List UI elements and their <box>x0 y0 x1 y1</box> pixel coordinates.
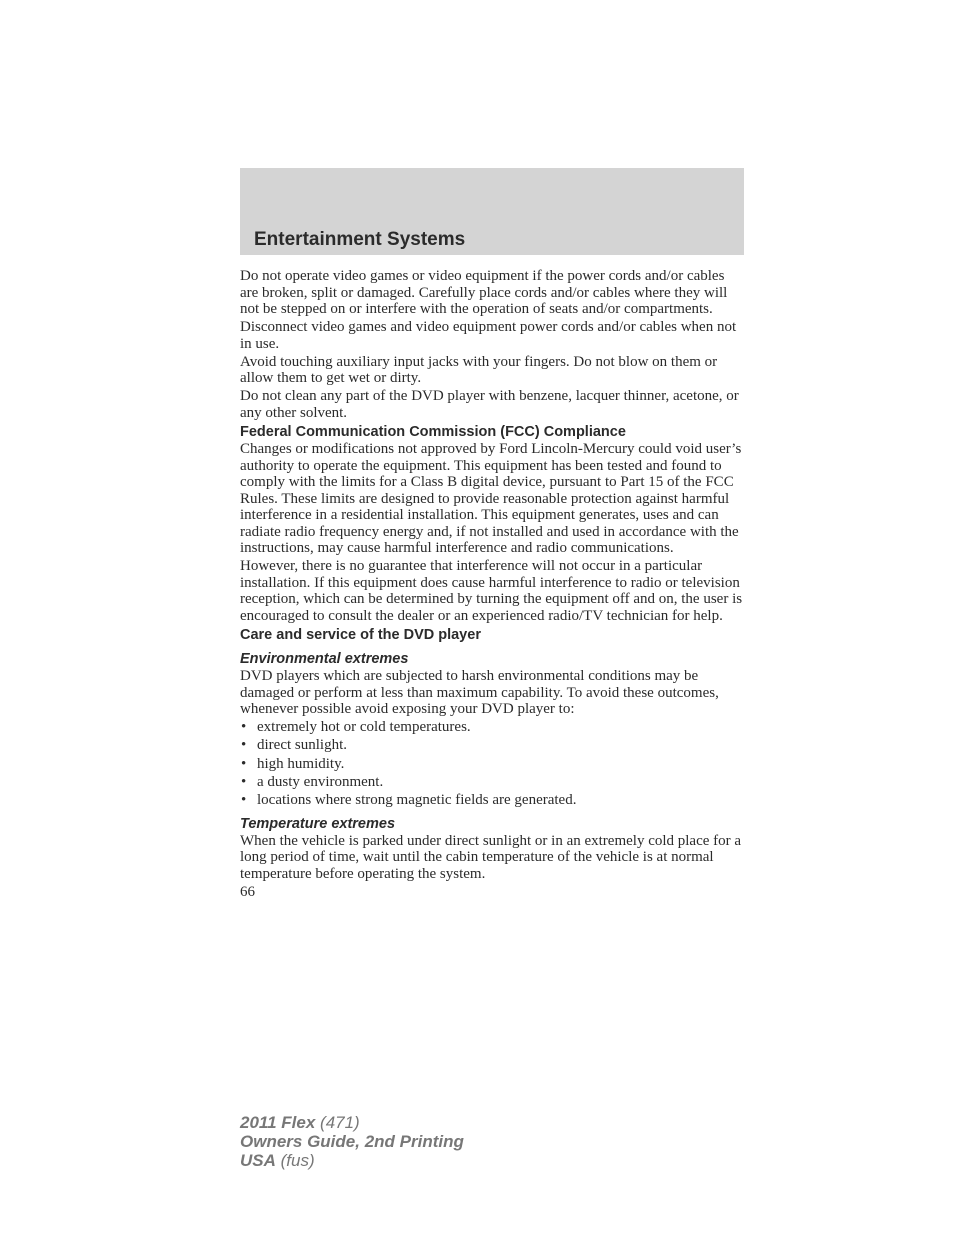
fcc-paragraph: However, there is no guarantee that interference will not occur in a particular installation. If this equipment does cause harmful interference to radio or television reception, which can be determined by turning the equipment off and on, the user is encouraged to consult the dealer or an experienced radio/TV technician for help. <box>240 558 743 624</box>
intro-paragraph: Disconnect video games and video equipment power cords and/or cables when not in use. <box>240 319 737 352</box>
footer-market: USA <box>240 1151 276 1170</box>
list-item <box>240 756 744 773</box>
footer-print-info <box>240 1113 464 1170</box>
footer-line-market <box>240 1151 464 1170</box>
section-title: Entertainment Systems <box>254 229 466 250</box>
list-item <box>240 719 744 736</box>
footer-guide-edition: Owners Guide, 2nd Printing <box>240 1132 464 1151</box>
fcc-heading: Federal Communication Commission (FCC) Compliance <box>240 424 626 440</box>
intro-paragraph: Avoid touching auxiliary input jacks with your fingers. Do not blow on them or allow them to get wet or dirty. <box>240 353 718 386</box>
list-item-text: extremely hot or cold temperatures. <box>257 719 471 735</box>
footer-line-model <box>240 1113 464 1132</box>
care-heading: Care and service of the DVD player <box>240 627 481 643</box>
bullet-icon: • <box>241 737 247 754</box>
fcc-paragraph: Changes or modifications not approved by Ford Lincoln-Mercury could void user’s authority to operate the equipment. This equipment has been tested and found to comply with the limits for a Class B digital device, pursuant to Part 15 of the FCC Rules. These limits are designed to provide reasonable protection against harmful interference in a residential installation. This equipment generates, uses and can radiate radio frequency energy and, if not installed and used in accordance with the instructions, may cause harmful interference and radio communications. <box>240 441 742 556</box>
footer-model: 2011 Flex <box>240 1113 316 1132</box>
environmental-heading: Environmental extremes <box>240 651 409 667</box>
bullet-icon: • <box>241 755 247 772</box>
bullet-icon: • <box>241 792 247 809</box>
footer-market-code: (fus) <box>280 1151 315 1170</box>
list-item-text: locations where strong magnetic fields are generated. <box>257 792 577 809</box>
temperature-paragraph: When the vehicle is parked under direct sunlight or in an extremely cold place for a long period of time, wait until the cabin temperature of the vehicle is at normal temperature before operating the system. <box>240 832 742 882</box>
page-number: 66 <box>240 884 255 901</box>
list-item-text: direct sunlight. <box>257 737 347 754</box>
section-header-bar <box>240 168 744 255</box>
intro-paragraph: Do not operate video games or video equipment if the power cords and/or cables are broken, split or damaged. Carefully place cords and/or cables where they will not be stepped on or interfere with the operation of seats and/or compartments. <box>240 268 728 317</box>
list-item <box>240 774 744 791</box>
footer-line-guide <box>240 1132 464 1151</box>
temperature-heading: Temperature extremes <box>240 815 396 832</box>
bullet-icon: • <box>241 719 247 735</box>
environmental-paragraph: DVD players which are subjected to harsh environmental conditions may be damaged or perform at less than maximum capability. To avoid these outcomes, whenever possible avoid exposing your DVD player to: <box>240 668 719 717</box>
page-content <box>240 268 744 901</box>
list-item-text: high humidity. <box>257 755 345 772</box>
environmental-list <box>240 719 744 809</box>
footer-model-code: (471) <box>320 1113 360 1132</box>
list-item <box>240 792 744 809</box>
list-item-text: a dusty environment. <box>257 773 384 790</box>
bullet-icon: • <box>241 773 247 790</box>
list-item <box>240 737 744 754</box>
intro-paragraph: Do not clean any part of the DVD player with benzene, lacquer thinner, acetone, or any other solvent. <box>240 388 739 421</box>
